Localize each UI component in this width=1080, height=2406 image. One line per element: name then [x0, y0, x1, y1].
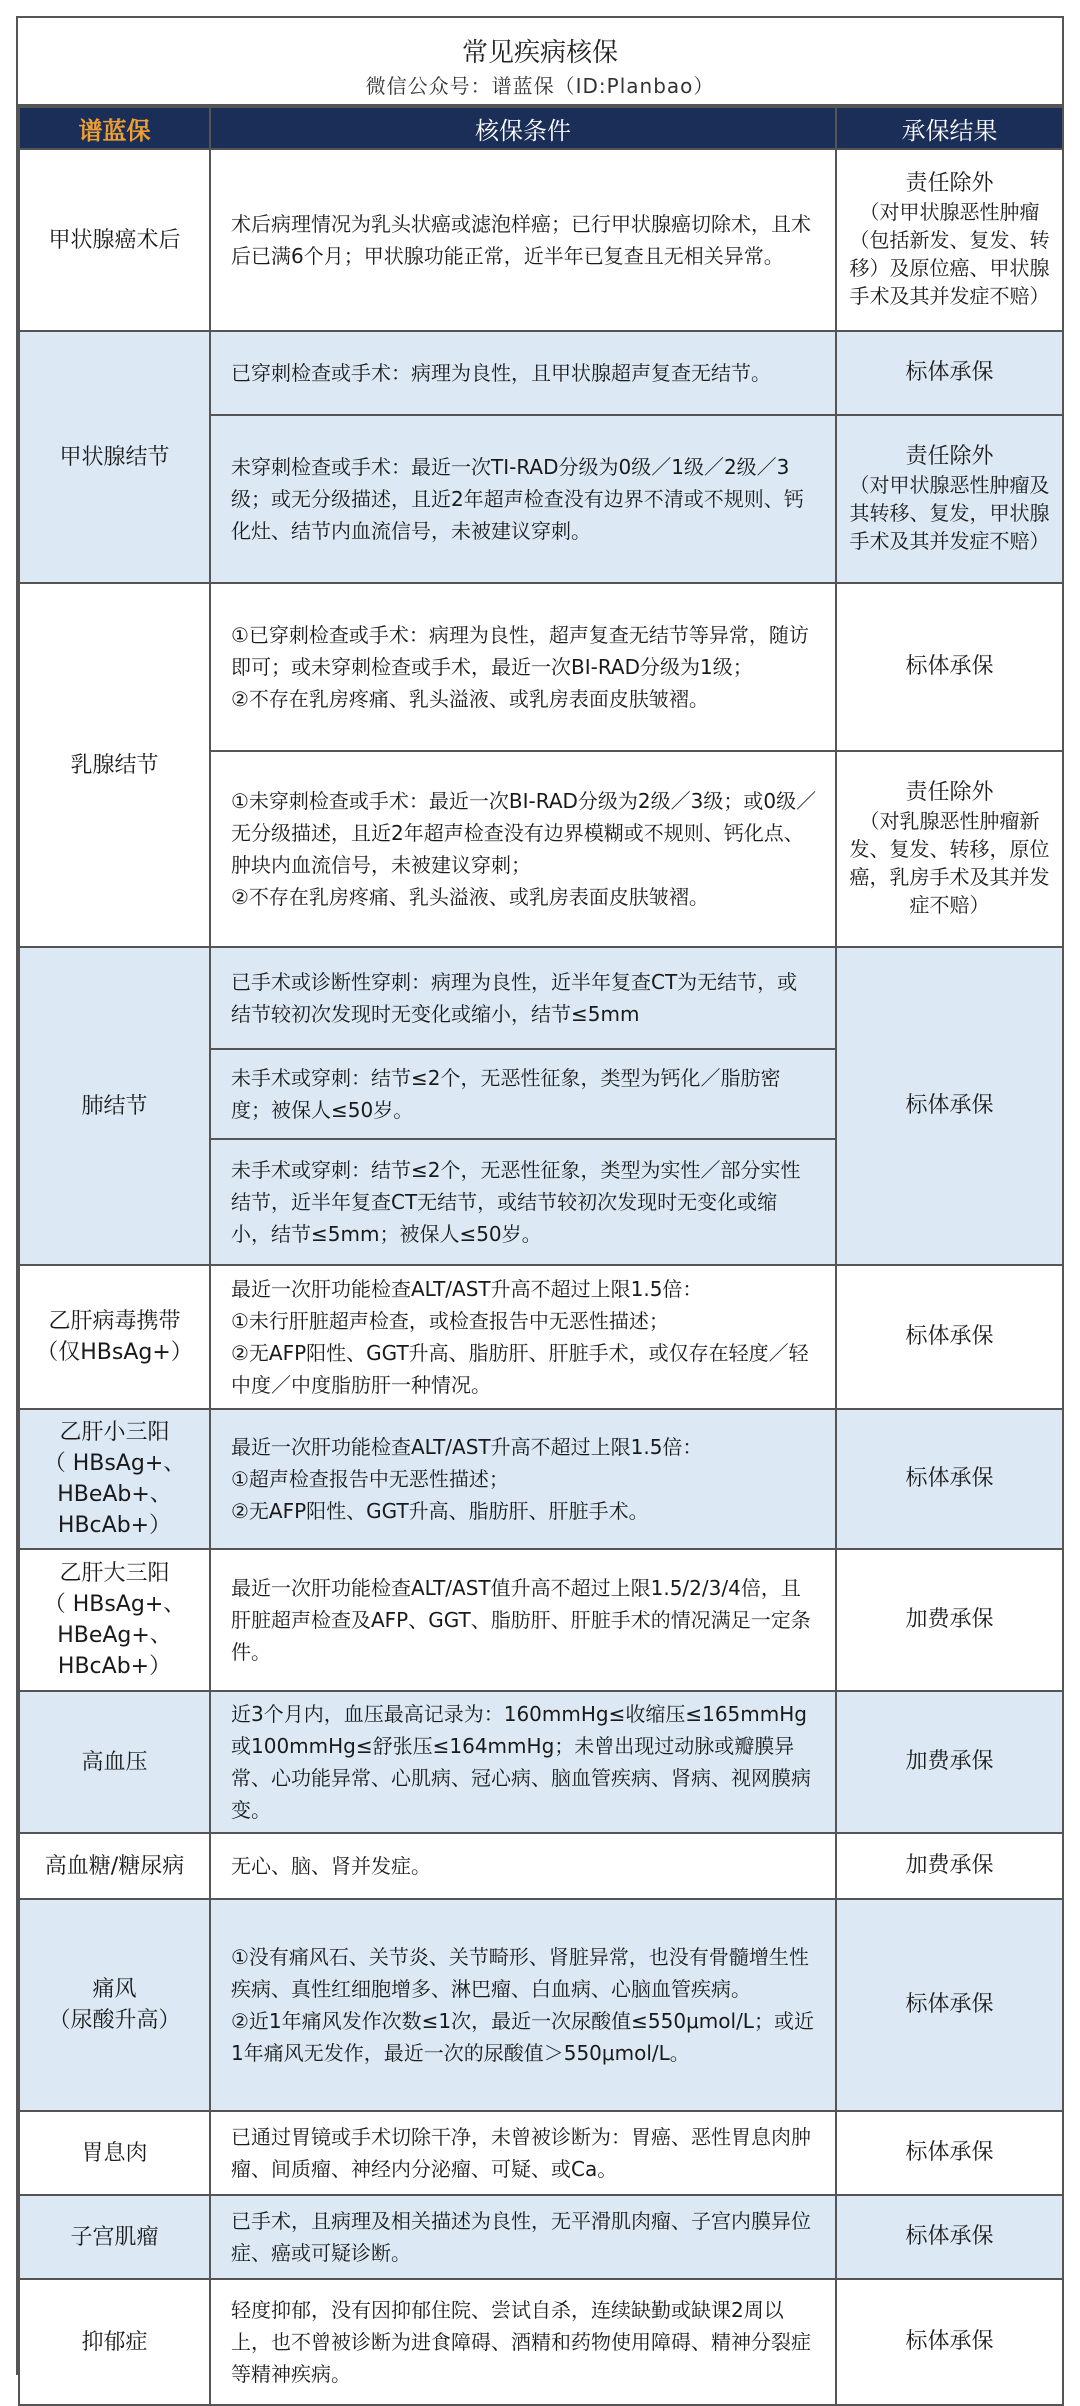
- disease-name-note: （ HBsAg+、: [43, 1451, 186, 1476]
- condition-line: ②无AFP阳性、GGT升高、脂肪肝、肝脏手术。: [231, 1499, 649, 1523]
- condition-cell: 术后病理情况为乳头状癌或滤泡样癌；已行甲状腺癌切除术，且术后已满6个月；甲状腺功能正常，近半年已复查且无相关异常。: [210, 149, 836, 331]
- result-cell: [836, 1265, 1063, 1409]
- disease-name: 高血压: [19, 1691, 210, 1833]
- result-label: 加费承保: [905, 1853, 994, 1878]
- disease-name: 高血糖/糖尿病: [19, 1833, 210, 1899]
- condition-line: 最近一次肝功能检查ALT/AST升高不超过上限1.5倍：: [231, 1277, 703, 1301]
- condition-cell: 轻度抑郁，没有因抑郁住院、尝试自杀，连续缺勤或缺课2周以上，也不曾被诊断为进食障碍、酒精和药物使用障碍、精神分裂症等精神疾病。: [210, 2279, 836, 2405]
- table-row: [19, 1691, 1063, 1833]
- table-row: [19, 1833, 1063, 1899]
- result-cell: [836, 1899, 1063, 2111]
- result-label: 标体承保: [905, 1992, 994, 2017]
- result-cell: [836, 1549, 1063, 1691]
- condition-line: ②不存在乳房疼痛、乳头溢液、或乳房表面皮肤皱褶。: [231, 885, 709, 909]
- disease-name: 肺结节: [19, 947, 210, 1265]
- table-row: [19, 947, 1063, 1049]
- result-label: 标体承保: [905, 360, 994, 385]
- disease-name-text: 乙肝病毒携带: [48, 1309, 181, 1334]
- result-cell: [836, 583, 1063, 751]
- result-cell: [836, 331, 1063, 415]
- condition-cell: 最近一次肝功能检查ALT/AST值升高不超过上限1.5/2/3/4倍，且肝脏超声检查及AFP、GGT、脂肪肝、肝脏手术的情况满足一定条件。: [210, 1549, 836, 1691]
- disease-name-note: HBeAb+、HBcAb+）: [57, 1482, 172, 1538]
- condition-cell: 近3个月内，血压最高记录为：160mmHg≤收缩压≤165mmHg或100mmHg≤舒张压≤164mmHg；未曾出现过动脉或瓣膜异常、心功能异常、心肌病、冠心病、脑血管疾病、肾病、视网膜病变。: [210, 1691, 836, 1833]
- condition-cell: 未手术或穿刺：结节≤2个，无恶性征象，类型为实性／部分实性结节，近半年复查CT无结节，或结节较初次发现时无变化或缩小，结节≤5mm；被保人≤50岁。: [210, 1139, 836, 1265]
- condition-line: 最近一次肝功能检查ALT/AST升高不超过上限1.5倍：: [231, 1435, 703, 1459]
- result-label: 责任除外: [905, 171, 994, 196]
- table-header-row: [19, 107, 1063, 149]
- column-header-result: 承保结果: [836, 107, 1063, 149]
- result-label: 标体承保: [905, 654, 994, 679]
- condition-cell: 已穿刺检查或手术：病理为良性，且甲状腺超声复查无结节。: [210, 331, 836, 415]
- disease-name-note: （ HBsAg+、: [43, 1592, 186, 1617]
- result-cell: [836, 1409, 1063, 1549]
- condition-cell: [210, 1899, 836, 2111]
- result-cell: [836, 2111, 1063, 2195]
- condition-cell: 已通过胃镜或手术切除干净，未曾被诊断为：胃癌、恶性胃息肉肿瘤、间质瘤、神经内分泌瘤、可疑、或Ca。: [210, 2111, 836, 2195]
- disease-name-text: 乙肝大三阳: [59, 1561, 170, 1586]
- condition-cell: [210, 1409, 836, 1549]
- disease-name-note: （仅HBsAg+）: [36, 1340, 193, 1365]
- table-row: [19, 1409, 1063, 1549]
- result-cell: [836, 415, 1063, 583]
- title-block: [18, 18, 1062, 106]
- result-note: （对甲状腺恶性肿瘤及其转移、复发，甲状腺手术及其并发症不赔）: [849, 473, 1050, 553]
- result-label: 责任除外: [905, 780, 994, 805]
- result-note: （对乳腺恶性肿瘤新发、复发、转移，原位癌，乳房手术及其并发症不赔）: [849, 809, 1050, 917]
- condition-line: ①未穿刺检查或手术：最近一次BI-RAD分级为2级／3级；或0级／无分级描述，且近2年超声检查没有边界模糊或不规则、钙化点、肿块内血流信号，未被建议穿刺；: [231, 789, 817, 877]
- result-label: 责任除外: [905, 444, 994, 469]
- disease-name: 胃息肉: [19, 2111, 210, 2195]
- page-title: 常见疾病核保: [461, 38, 618, 68]
- disease-name-note: （尿酸升高）: [48, 2008, 181, 2033]
- result-label: 加费承保: [905, 1607, 994, 1632]
- disease-name: [19, 1899, 210, 2111]
- disease-name-text: 痛风: [92, 1977, 137, 2002]
- table-row: [19, 331, 1063, 415]
- condition-cell: 无心、脑、肾并发症。: [210, 1833, 836, 1899]
- condition-line: ①未行肝脏超声检查，或检查报告中无恶性描述；: [231, 1309, 669, 1333]
- disease-name: [19, 1409, 210, 1549]
- result-label: 标体承保: [905, 1093, 994, 1118]
- result-label: 标体承保: [905, 2329, 994, 2354]
- condition-cell: 未穿刺检查或手术：最近一次TI-RAD分级为0级／1级／2级／3级；或无分级描述，且近2年超声检查没有边界不清或不规则、钙化灶、结节内血流信号，未被建议穿刺。: [210, 415, 836, 583]
- result-label: 标体承保: [905, 1324, 994, 1349]
- page-subtitle: 微信公众号：谱蓝保（ID:Planbao）: [365, 74, 715, 98]
- table-row: [19, 2111, 1063, 2195]
- condition-cell: 已手术或诊断性穿刺：病理为良性，近半年复查CT为无结节，或结节较初次发现时无变化或缩小，结节≤5mm: [210, 947, 836, 1049]
- result-label: 标体承保: [905, 2224, 994, 2249]
- disease-name: [19, 1265, 210, 1409]
- condition-cell: 已手术，且病理及相关描述为良性，无平滑肌肉瘤、子宫内膜异位症、癌或可疑诊断。: [210, 2195, 836, 2279]
- table-row: [19, 1899, 1063, 2111]
- result-cell: [836, 1833, 1063, 1899]
- table-row: [19, 149, 1063, 331]
- result-cell: [836, 751, 1063, 947]
- disease-name: 甲状腺癌术后: [19, 149, 210, 331]
- disease-name-note: HBeAg+、: [57, 1623, 172, 1648]
- table-row: [19, 2279, 1063, 2405]
- result-label: 加费承保: [905, 1749, 994, 1774]
- underwriting-table: [18, 106, 1064, 2406]
- disease-name: 子宫肌瘤: [19, 2195, 210, 2279]
- table-row: [19, 2195, 1063, 2279]
- result-cell: [836, 149, 1063, 331]
- underwriting-sheet: [16, 16, 1064, 2386]
- condition-line: ②近1年痛风发作次数≤1次，最近一次尿酸值≤550μmol/L；或近1年痛风无发作，最近一次的尿酸值＞550μmol/L。: [231, 2009, 814, 2065]
- disease-name-note: HBcAb+）: [57, 1654, 172, 1679]
- condition-cell: [210, 583, 836, 751]
- disease-name: 乳腺结节: [19, 583, 210, 947]
- table-row: [19, 583, 1063, 751]
- disease-name: 甲状腺结节: [19, 331, 210, 583]
- table-row: [19, 1265, 1063, 1409]
- result-label: 标体承保: [905, 1466, 994, 1491]
- result-cell: [836, 1691, 1063, 1833]
- condition-line: ②无AFP阳性、GGT升高、脂肪肝、肝脏手术，或仅存在轻度／轻中度／中度脂肪肝一种情况。: [231, 1341, 809, 1397]
- column-header-brand: 谱蓝保: [19, 107, 210, 149]
- disease-name-text: 乙肝小三阳: [59, 1420, 170, 1445]
- condition-cell: [210, 1265, 836, 1409]
- result-label: 标体承保: [905, 2140, 994, 2165]
- condition-line: ①超声检查报告中无恶性描述；: [231, 1467, 509, 1491]
- condition-cell: [210, 751, 836, 947]
- result-note: （对甲状腺恶性肿瘤（包括新发、复发、转移）及原位癌、甲状腺手术及其并发症不赔）: [849, 200, 1050, 308]
- result-cell: [836, 2195, 1063, 2279]
- disease-name: [19, 1549, 210, 1691]
- condition-line: ①没有痛风石、关节炎、关节畸形、肾脏异常，也没有骨髓增生性疾病、真性红细胞增多、淋巴瘤、白血病、心脑血管疾病。: [231, 1945, 809, 2001]
- result-cell: [836, 2279, 1063, 2405]
- column-header-condition: 核保条件: [210, 107, 836, 149]
- condition-line: ②不存在乳房疼痛、乳头溢液、或乳房表面皮肤皱褶。: [231, 687, 709, 711]
- result-cell: [836, 947, 1063, 1265]
- disease-name: 抑郁症: [19, 2279, 210, 2405]
- condition-cell: 未手术或穿刺：结节≤2个，无恶性征象，类型为钙化／脂肪密度；被保人≤50岁。: [210, 1049, 836, 1139]
- condition-line: ①已穿刺检查或手术：病理为良性，超声复查无结节等异常，随访即可；或未穿刺检查或手术，最近一次BI-RAD分级为1级；: [231, 623, 809, 679]
- table-row: [19, 1549, 1063, 1691]
